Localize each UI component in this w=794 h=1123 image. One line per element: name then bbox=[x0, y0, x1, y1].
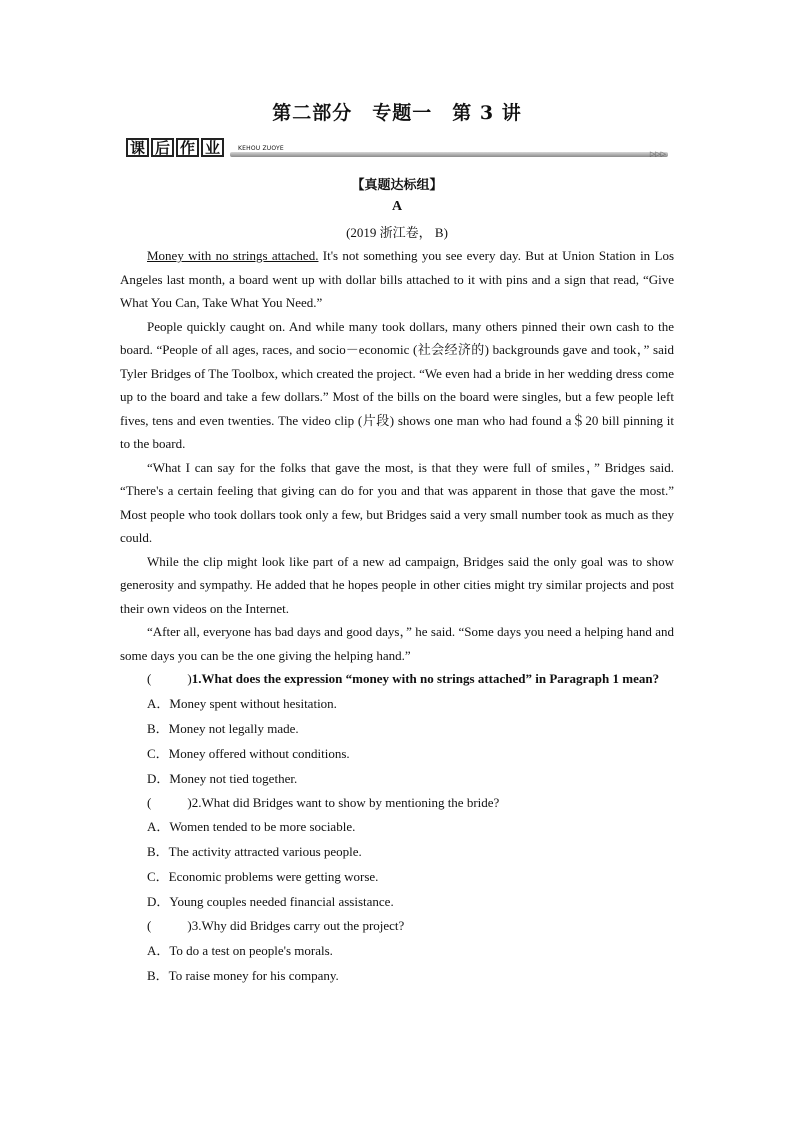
option: D．Young couples needed financial assistance. bbox=[147, 894, 394, 909]
section-heading: 【真题达标组】 bbox=[351, 178, 443, 193]
underlined-phrase: Money with no strings attached. bbox=[147, 248, 319, 263]
question-3 bbox=[120, 914, 674, 938]
option: B．The activity attracted various people. bbox=[147, 844, 362, 859]
option: A．Women tended to be more sociable. bbox=[147, 819, 356, 834]
answer-bracket-open: ( bbox=[147, 918, 152, 933]
question-text: 1.What does the expression “money with no strings attached” in Paragraph 1 mean? bbox=[191, 671, 660, 686]
option: A．To do a test on people's morals. bbox=[147, 942, 333, 958]
answer-bracket-close: ) bbox=[187, 794, 192, 810]
paragraph-3: “What I can say for the folks that gave the most, is that they were full of smiles，” Bridges said. “There's a certain feeling that giving can do for you and that was apparent in those that gave the most.” Most people who took dollars took only a few, but Bridges said a very small number took as much as they could. bbox=[120, 459, 674, 545]
paragraph-4: While the clip might look like part of a new ad campaign, Bridges said the only goal was to show generosity and sympathy. He added that he hopes people in other cities might try similar projects and post their own videos on the Internet. bbox=[120, 553, 674, 616]
banner-pinyin: KEHOU ZUOYE bbox=[238, 145, 284, 152]
banner-arrows-icon: ▷▷▷ bbox=[649, 150, 666, 158]
option: C．Money offered without conditions. bbox=[147, 745, 350, 761]
option: A．Money spent without hesitation. bbox=[147, 695, 337, 711]
question-text: 3.Why did Bridges carry out the project? bbox=[191, 918, 405, 933]
paragraph-2: People quickly caught on. And while many took dollars, many others pinned their own cash to the board. “People of all ages, races, and socio－economic (社会经济的) backgrounds gave and took，” said Tyler Bridges of The Toolbox, which created the project. “We even had a bride in her wedding dress come up to the board and take a few dollars.” Most of the bills on the board were singles, but a few people left fives, tens and even twenties. The video clip (片段) shows one man who had found a＄20 bill pinning it to the board. bbox=[120, 318, 674, 451]
banner-rule bbox=[230, 152, 668, 157]
answer-bracket-close: ) bbox=[187, 918, 192, 933]
option: D．Money not tied together. bbox=[147, 770, 298, 786]
paragraph-5: “After all, everyone has bad days and good days，” he said. “Some days you need a helping hand and some days you can be the one giving the helping hand.” bbox=[120, 624, 674, 663]
paragraph-1 bbox=[120, 244, 674, 315]
passage-source: (2019 浙江卷， B) bbox=[346, 225, 448, 240]
answer-bracket-open: ( bbox=[147, 794, 152, 810]
banner-char: 作 bbox=[176, 138, 199, 157]
passage-letter: A bbox=[391, 199, 403, 214]
banner-char: 业 bbox=[201, 138, 224, 157]
option: B．To raise money for his company. bbox=[147, 967, 339, 983]
banner-char: 课 bbox=[126, 138, 149, 157]
answer-bracket-close: ) bbox=[187, 671, 192, 686]
homework-banner bbox=[126, 138, 668, 162]
question-text: 2.What did Bridges want to show by mentioning the bride? bbox=[191, 794, 500, 810]
banner-char: 后 bbox=[151, 138, 174, 157]
question-1 bbox=[120, 667, 674, 691]
option: B．Money not legally made. bbox=[147, 720, 299, 736]
banner-title-boxes bbox=[126, 138, 226, 157]
page-title: 第二部分 专题一 第 3 讲 bbox=[272, 102, 522, 124]
answer-bracket-open: ( bbox=[147, 671, 152, 686]
passage-content bbox=[120, 244, 674, 988]
question-2 bbox=[120, 791, 674, 815]
option: C．Economic problems were getting worse. bbox=[147, 869, 379, 884]
paragraph-text: It's not something you see every day. But at Union Station in Los Angeles last month, a board went up with dollar bills attached to it with pins and a sign that read, “Give What You Can, Take What You Need.” bbox=[120, 248, 674, 310]
